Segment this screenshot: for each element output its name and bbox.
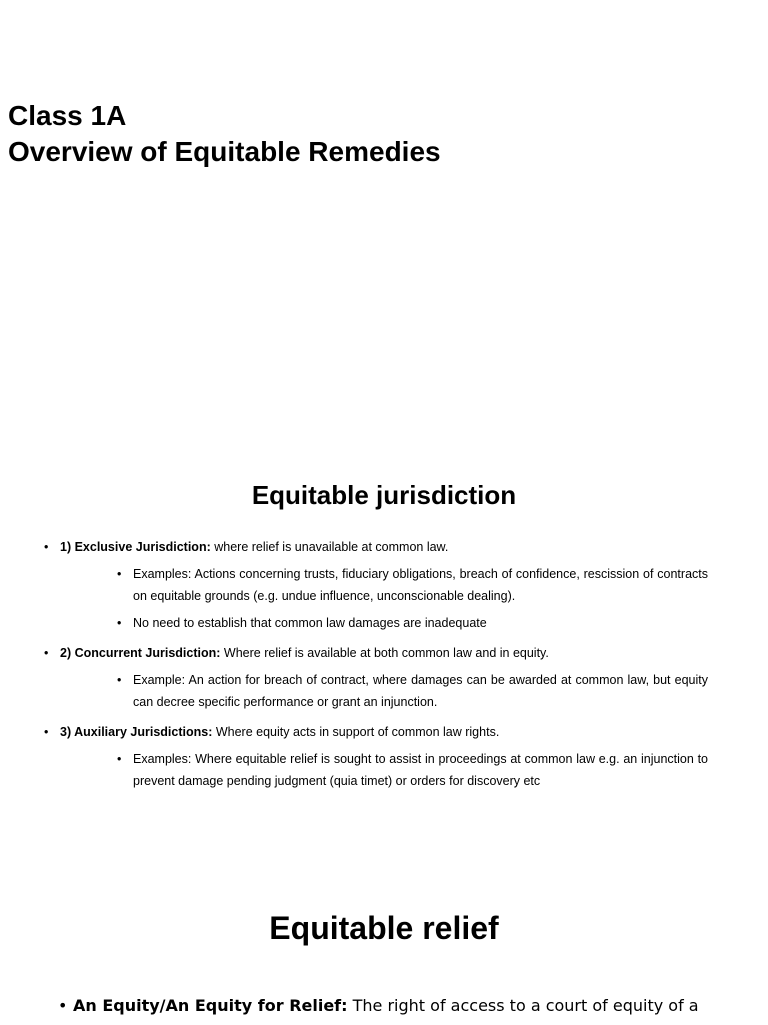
section-heading-relief: Equitable relief	[269, 910, 499, 946]
item-label: 3) Auxiliary Jurisdictions:	[60, 725, 213, 739]
bullet-icon: •	[117, 567, 122, 581]
bullet-icon: •	[117, 752, 122, 766]
page-title	[8, 98, 441, 170]
sub-item	[117, 669, 708, 713]
bullet-icon: •	[44, 540, 49, 554]
relief-list	[58, 995, 708, 1025]
title-line-1: Class 1A	[8, 100, 127, 131]
sub-item	[117, 748, 708, 792]
list-item-exclusive	[44, 536, 708, 634]
sub-item	[117, 612, 708, 634]
item-label: 2) Concurrent Jurisdiction:	[60, 646, 221, 660]
item-label: An Equity/An Equity for Relief:	[73, 996, 348, 1015]
section-heading-jurisdiction: Equitable jurisdiction	[251, 480, 517, 510]
sub-item	[117, 563, 708, 607]
item-text: The right of access to a court of equity of a	[347, 996, 699, 1015]
sub-item-text: Example: An action for breach of contract, where damages can be awarded at common law, but equity can decree specific performance or grant an injunction.	[133, 673, 708, 709]
item-text: where relief is unavailable at common law.	[210, 540, 449, 554]
list-item-equity-for-relief	[58, 995, 708, 1017]
jurisdiction-list	[44, 536, 708, 800]
item-label: 1) Exclusive Jurisdiction:	[60, 540, 211, 554]
title-line-2: Overview of Equitable Remedies	[8, 136, 441, 167]
sub-item-text: No need to establish that common law damages are inadequate	[133, 616, 487, 630]
bullet-icon: •	[117, 616, 122, 630]
bullet-icon: •	[44, 725, 49, 739]
list-item-auxiliary	[44, 721, 708, 792]
bullet-icon: •	[44, 646, 49, 660]
list-item-concurrent	[44, 642, 708, 713]
bullet-icon: •	[117, 673, 122, 687]
sub-item-text: Examples: Actions concerning trusts, fiduciary obligations, breach of confidence, rescission of contracts on equitable grounds (e.g. undue influence, unconscionable dealing).	[133, 567, 708, 603]
sub-item-text: Examples: Where equitable relief is sought to assist in proceedings at common law e.g. an injunction to prevent damage pending judgment (quia timet) or orders for discovery etc	[133, 752, 708, 788]
item-text: Where equity acts in support of common law rights.	[212, 725, 500, 739]
bullet-icon: •	[58, 996, 68, 1015]
item-text: Where relief is available at both common law and in equity.	[220, 646, 549, 660]
